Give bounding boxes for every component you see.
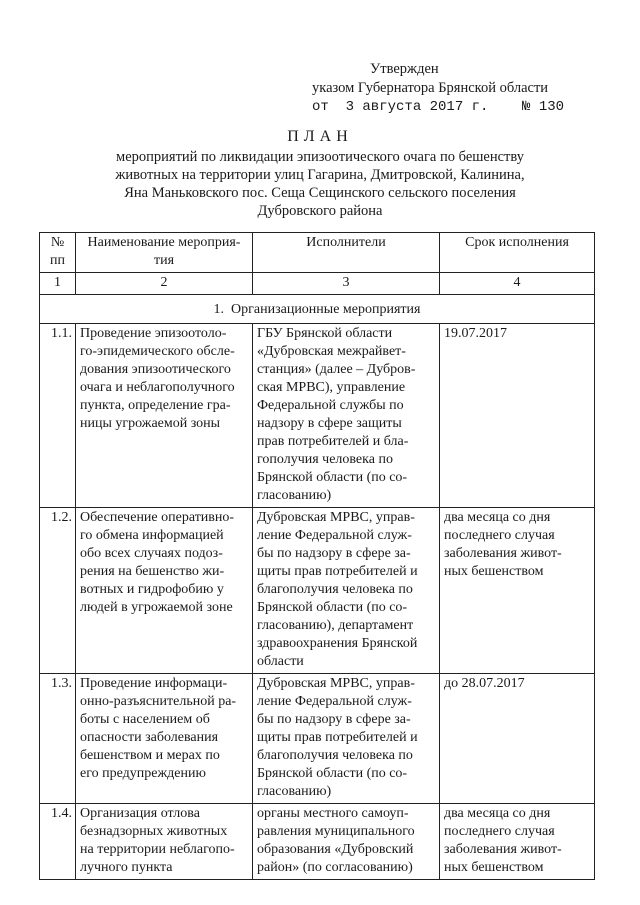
- header-measure-name: Наименование мероприя- тия: [76, 233, 253, 273]
- row-number: 1.1.: [40, 324, 76, 508]
- row-deadline: два месяца со дня последнего случая заболевания живот- ных бешенством: [440, 804, 595, 880]
- row-number: 1.2.: [40, 508, 76, 674]
- column-number: 1: [40, 273, 76, 295]
- approval-line-approved: Утвержден: [370, 61, 439, 77]
- plan-header: [60, 128, 580, 220]
- approval-line-decree: указом Губернатора Брянской области: [312, 80, 549, 96]
- table-header-row: [40, 233, 595, 273]
- approval-stamp: [312, 60, 612, 117]
- table-row: [40, 324, 595, 508]
- table-row: [40, 674, 595, 804]
- table-row: [40, 508, 595, 674]
- row-deadline: до 28.07.2017: [440, 674, 595, 804]
- row-measure-name: Проведение информаци- онно-разъяснительной ра- боты с населением об опасности заболевания бешенством и мерах по его предупреждению: [76, 674, 253, 804]
- table-row: [40, 804, 595, 880]
- row-measure-name: Организация отлова безнадзорных животных на территории неблагопо- лучного пункта: [76, 804, 253, 880]
- row-executors: Дубровская МРВС, управ- ление Федеральной служ- бы по надзору в сфере за- щиты прав потребителей и благополучия человека по Брянской области (по со- гласованию): [253, 674, 440, 804]
- measures-table: [39, 232, 595, 880]
- table-column-numbers-row: [40, 273, 595, 295]
- approval-line-date-number: от 3 августа 2017 г. № 130: [312, 99, 565, 115]
- row-measure-name: Проведение эпизоотоло- го-эпидемического обсле- дования эпизоотического очага и неблагополучного пункта, определение гра- ницы угрожаемой зоны: [76, 324, 253, 508]
- header-deadline: Срок исполнения: [440, 233, 595, 273]
- header-executors: Исполнители: [253, 233, 440, 273]
- section-row: [40, 295, 595, 324]
- row-executors: органы местного самоуп- равления муниципального образования «Дубровский район» (по согласованию): [253, 804, 440, 880]
- plan-title: ПЛАН: [287, 128, 353, 145]
- plan-subtitle-line: животных на территории улиц Гагарина, Дмитровской, Калинина,: [115, 167, 525, 183]
- row-measure-name: Обеспечение оперативно- го обмена информацией обо всех случаях подоз- рения на бешенство жи- вотных и гидрофобию у людей в угрожаемой зоне: [76, 508, 253, 674]
- column-number: 4: [440, 273, 595, 295]
- row-number: 1.4.: [40, 804, 76, 880]
- row-executors: Дубровская МРВС, управ- ление Федеральной служ- бы по надзору в сфере за- щиты прав потребителей и благополучия человека по Брянской области (по со- гласованию), департамент здравоохранения Брянской области: [253, 508, 440, 674]
- section-title: 1. Организационные мероприятия: [40, 295, 595, 324]
- plan-subtitle-line: Дубровского района: [257, 203, 383, 219]
- row-deadline: два месяца со дня последнего случая заболевания живот- ных бешенством: [440, 508, 595, 674]
- row-executors: ГБУ Брянской области «Дубровская межрайвет- станция» (далее – Дубров- ская МРВС), управление Федеральной службы по надзору в сфере защиты прав потребителей и бла- гополучия человека по Брянской области (по со- гласованию): [253, 324, 440, 508]
- plan-subtitle: [60, 148, 580, 220]
- plan-subtitle-line: мероприятий по ликвидации эпизоотического очага по бешенству: [116, 149, 524, 165]
- plan-subtitle-line: Яна Маньковского пос. Сеща Сещинского сельского поселения: [124, 185, 516, 201]
- header-number: № пп: [40, 233, 76, 273]
- column-number: 3: [253, 273, 440, 295]
- column-number: 2: [76, 273, 253, 295]
- row-deadline: 19.07.2017: [440, 324, 595, 508]
- row-number: 1.3.: [40, 674, 76, 804]
